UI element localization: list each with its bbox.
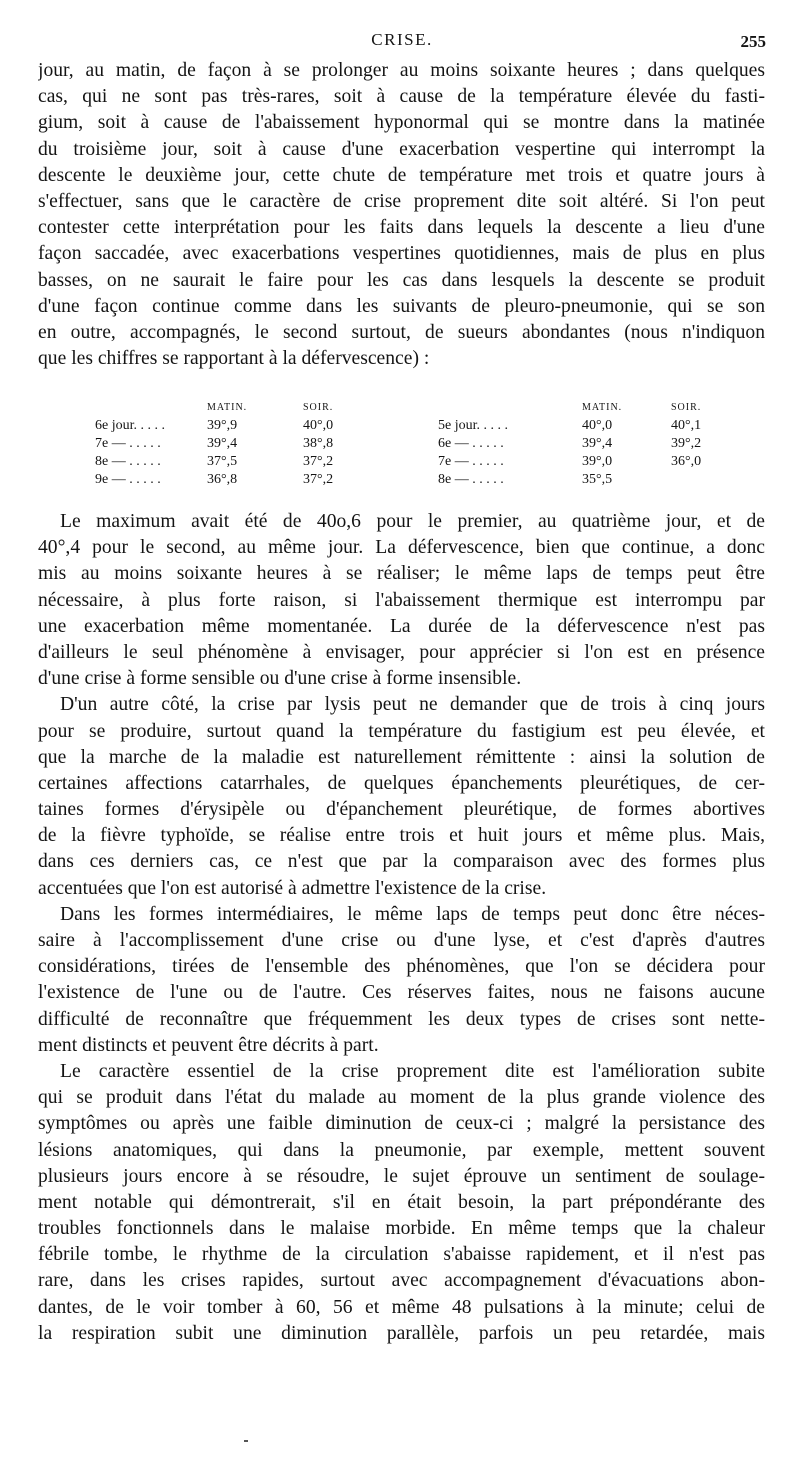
- text-line: certaines affections catarrhales, de quelques épanchements pleurétiques, de cer-: [38, 772, 765, 794]
- text-line: d'ailleurs le seul phénomène à envisager, pour apprécier si l'on est en présence: [38, 641, 765, 663]
- column-header-morning: MATIN.: [207, 402, 248, 413]
- text-line: Dans les formes intermédiaires, le même laps de temps peut donc être néces-: [60, 903, 765, 925]
- evening-temp-cell: 36°,0: [671, 454, 702, 469]
- text-line: Le caractère essentiel de la crise proprement dite est l'amélioration subite: [60, 1060, 765, 1082]
- column-header-evening: SOIR.: [303, 402, 334, 413]
- morning-temp-cell: 39°,9: [207, 418, 238, 433]
- evening-temp-cell: 38°,8: [303, 436, 334, 451]
- text-line: contester cette interprétation pour les faits dans lequels la descente a lieu d'une: [38, 217, 765, 239]
- day-cell: 8e — . . . . .: [438, 472, 504, 487]
- text-line: de la fièvre typhoïde, se réalise entre trois et huit jours et même plus. Mais,: [38, 825, 765, 847]
- text-line: mis au moins soixante heures à se réaliser; le même laps de temps peut être: [38, 563, 765, 585]
- text-line: Le maximum avait été de 40o,6 pour le premier, au quatrième jour, et de: [60, 511, 765, 532]
- day-cell: 9e — . . . . .: [95, 472, 161, 487]
- text-line: cas, qui ne sont pas très-rares, soit à cause de la température élevée du fasti-: [38, 86, 765, 108]
- table-row: [95, 416, 715, 436]
- text-line: gium, soit à cause de l'abaissement hyponormal qui se montre dans la matinée: [38, 112, 765, 134]
- paragraph-1: [38, 58, 765, 372]
- day-cell: 7e — . . . . .: [95, 436, 161, 451]
- text-line: basses, on ne saurait le faire pour les cas dans lesquels la descente se produit: [38, 269, 765, 291]
- text-line: ment notable qui démontrerait, s'il en était besoin, la part prépondérante des: [38, 1191, 765, 1213]
- day-cell: 5e jour. . . . .: [438, 418, 508, 433]
- text-line: plusieurs jours encore à se résoudre, le sujet éprouve un sentiment de soulage-: [38, 1165, 765, 1187]
- text-line: considérations, tirées de l'ensemble des phénomènes, que l'on se décidera pour: [38, 956, 765, 978]
- running-title: CRISE.: [371, 30, 433, 49]
- text-line: taines formes d'érysipèle ou d'épanchement pleurétique, de formes abortives: [38, 799, 765, 821]
- text-line: qui se produit dans l'état du malade au moment de la plus grande violence des: [38, 1087, 765, 1109]
- ink-mark: [244, 1440, 248, 1442]
- evening-temp-cell: 40°,1: [671, 418, 702, 433]
- column-header-evening: SOIR.: [671, 402, 702, 413]
- text-line: dans ces derniers cas, ce n'est que par la comparaison avec des formes plus: [38, 851, 765, 873]
- text-line: troubles fonctionnels dans le malaise morbide. En même temps que la chaleur: [38, 1218, 765, 1240]
- text-line: l'existence de l'une ou de l'autre. Ces réserves faites, nous ne faisons aucune: [38, 982, 765, 1004]
- day-cell: 6e jour. . . . .: [95, 418, 165, 433]
- text-line: 40°,4 pour le second, au même jour. La défervescence, bien que continue, a donc: [38, 537, 765, 559]
- text-line: dantes, de le voir tomber à 60, 56 et même 48 pulsations à la minute; celui de: [38, 1296, 765, 1318]
- text-line: en outre, accompagnés, le second surtout, de sueurs abondantes (nous n'indiquon: [38, 321, 765, 343]
- evening-temp-cell: 37°,2: [303, 454, 334, 469]
- column-header-morning: MATIN.: [582, 402, 623, 413]
- text-line: d'une façon continue comme dans les suivants de pleuro-pneumonie, qui se son: [38, 295, 765, 317]
- morning-temp-cell: 39°,0: [582, 454, 613, 469]
- day-cell: 8e — . . . . .: [95, 454, 161, 469]
- text-line: lésions anatomiques, qui dans la pneumonie, par exemple, mettent souvent: [38, 1139, 765, 1161]
- text-line: d'une crise à forme sensible ou d'une crise à forme insensible.: [38, 668, 522, 690]
- text-line: symptômes ou après une faible diminution de ceux-ci ; malgré la persistance des: [38, 1113, 765, 1135]
- text-line: s'effectuer, sans que le caractère de crise proprement dite soit altéré. Si l'on peut: [38, 190, 765, 212]
- morning-temp-cell: 40°,0: [582, 418, 613, 433]
- temperature-table: [95, 398, 715, 488]
- text-line: que les chiffres se rapportant à la défervescence) :: [38, 348, 430, 370]
- text-line: descente le deuxième jour, cette chute de température met trois et quatre jours à: [38, 164, 765, 186]
- text-line: nécessaire, à plus forte raison, si l'abaissement thermique est interrompu par: [38, 589, 765, 611]
- text-line: façon saccadée, avec exacerbations vespertines quotidiennes, mais de plus en plus: [38, 243, 765, 265]
- evening-temp-cell: 37°,2: [303, 472, 334, 487]
- text-line: saire à l'accomplissement d'une crise ou d'une lyse, et c'est d'après d'autres: [38, 930, 765, 951]
- morning-temp-cell: 39°,4: [582, 436, 613, 451]
- body-text: [38, 509, 765, 1347]
- morning-temp-cell: 35°,5: [582, 472, 613, 487]
- day-cell: 7e — . . . . .: [438, 454, 504, 469]
- text-line: la respiration subit une diminution parallèle, parfois un peu retardée, mais: [38, 1322, 765, 1344]
- text-line: une exacerbation même momentanée. La durée de la défervescence n'est pas: [38, 615, 765, 637]
- morning-temp-cell: 39°,4: [207, 436, 238, 451]
- text-line: du troisième jour, soit à cause d'une exacerbation vespertine qui interrompt la: [38, 138, 765, 160]
- evening-temp-cell: 39°,2: [671, 436, 702, 451]
- page-header: [38, 30, 766, 54]
- text-line: ment distincts et peuvent être décrits à part.: [38, 1034, 379, 1056]
- text-line: D'un autre côté, la crise par lysis peut ne demander que de trois à cinq jours: [60, 694, 765, 716]
- text-line: fébrile tombe, le rhythme de la circulation s'abaisse rapidement, et il n'est pas: [38, 1244, 765, 1266]
- table-header-row: [95, 398, 715, 418]
- morning-temp-cell: 36°,8: [207, 472, 238, 487]
- day-cell: 6e — . . . . .: [438, 436, 504, 451]
- evening-temp-cell: 40°,0: [303, 418, 334, 433]
- text-line: pour se produire, surtout quand la température du fastigium est peu élevée, et: [38, 720, 765, 742]
- text-line: rare, dans les crises rapides, surtout avec accompagnement d'évacuations abon-: [38, 1270, 765, 1292]
- morning-temp-cell: 37°,5: [207, 454, 238, 469]
- text-line: que la marche de la maladie est naturellement rémittente : ainsi la solution de: [38, 746, 765, 768]
- text-line: jour, au matin, de façon à se prolonger au moins soixante heures ; dans quelques: [38, 60, 765, 81]
- text-line: accentuées que l'on est autorisé à admettre l'existence de la crise.: [38, 877, 547, 899]
- page-number: 255: [740, 32, 766, 51]
- table-row: [95, 452, 715, 472]
- table-row: [95, 470, 715, 490]
- text-line: difficulté de reconnaître que fréquemment les deux types de crises sont nette-: [38, 1008, 765, 1030]
- table-row: [95, 434, 715, 454]
